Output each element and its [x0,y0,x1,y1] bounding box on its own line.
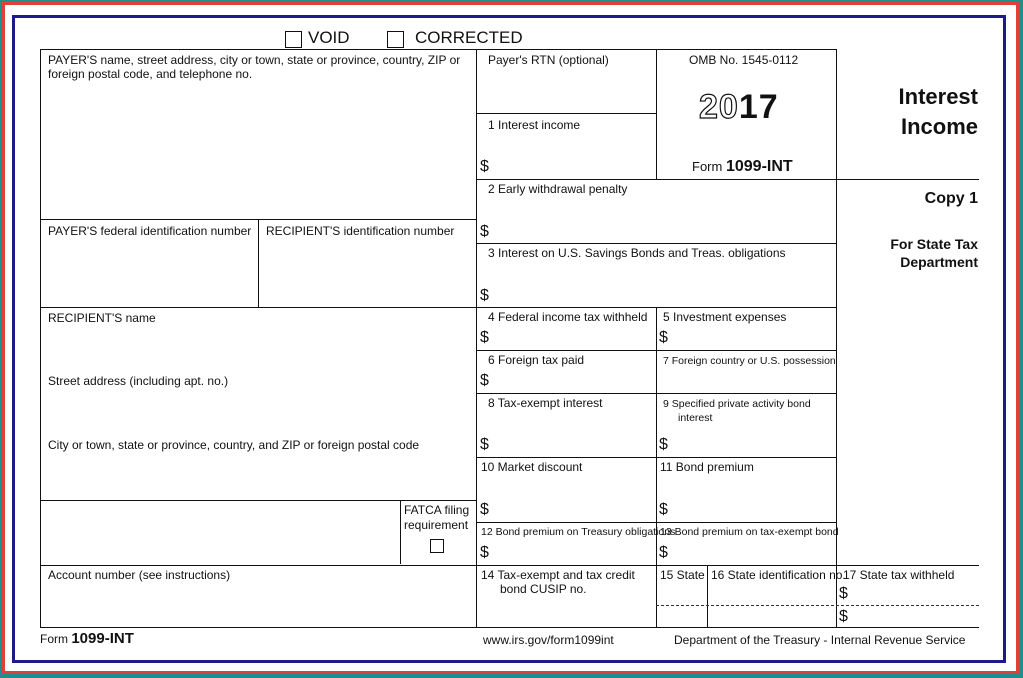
box16-label: 16 State identification no. [711,568,846,582]
rtn-bottom [476,113,656,114]
box6-bottom [476,393,836,394]
payer-id-split [258,219,259,307]
mid-line [476,49,477,627]
omb-left-line [656,49,657,179]
footer-form-name: 1099-INT [71,630,134,647]
fatca-split [400,500,401,564]
box3-label: 3 Interest on U.S. Savings Bonds and Treas. obligations [488,246,786,260]
omb-number: OMB No. 1545-0112 [689,53,799,67]
box6-label: 6 Foreign tax paid [488,353,585,367]
box1-dollar: $ [480,158,489,175]
box10-bottom [476,522,836,523]
copy-label: Copy 1 [924,190,978,207]
box4-label: 4 Federal income tax withheld [488,310,648,324]
box4-dollar: $ [480,329,489,346]
box1-label: 1 Interest income [488,118,581,132]
box5-dollar: $ [659,329,668,346]
box11-label: 11 Bond premium [660,460,754,474]
payer-name-label: PAYER'S name, street address, city or town, state or province, country, ZIP or foreign postal code, and telephone no. [48,53,461,81]
title-line-1: Interest [898,84,978,109]
box8-dollar: $ [480,436,489,453]
state-dashed-line [656,605,979,606]
form-name: 1099-INT [725,158,793,175]
top-line [40,49,837,50]
box1-bottom [476,179,979,180]
box7-label: 7 Foreign country or U.S. possession [663,355,836,367]
account-number-label: Account number (see instructions) [48,568,231,582]
year-suffix: 17 [738,88,779,126]
box3-dollar: $ [480,287,489,304]
right-col-line-a [836,49,837,307]
box12-bottom [40,565,979,566]
box2-bottom [476,243,836,244]
recipient-name-label: RECIPIENT'S name [48,311,156,325]
fatca-label-2: requirement [404,518,469,532]
purpose-line-2: Department [900,254,978,270]
left-line [40,49,41,627]
box14-label-1: 14 Tax-exempt and tax credit [481,568,635,582]
footer-url[interactable]: www.irs.gov/form1099int [483,633,614,647]
city-label: City or town, state or province, country, and ZIP or foreign postal code [48,438,420,452]
void-checkbox[interactable] [285,31,302,48]
year-prefix: 20 [699,88,739,126]
box10-label: 10 Market discount [481,460,583,474]
box17-dollar-2: $ [839,608,848,625]
recipient-id-label: RECIPIENT'S identification number [266,224,455,238]
title-line-2: Income [900,114,978,139]
payer-fed-id-label: PAYER'S federal identification number [48,224,252,238]
box17-label: 17 State tax withheld [843,568,955,582]
box4-bottom [476,350,836,351]
rtn-label: Payer's RTN (optional) [488,53,609,67]
tax-year [699,88,779,127]
box13-dollar: $ [659,544,668,561]
box5-label: 5 Investment expenses [663,310,787,324]
bottom-line [40,627,979,628]
box15-label: 15 State [660,568,705,582]
recipient-bottom [40,500,476,501]
street-address-label: Street address (including apt. no.) [48,374,229,388]
form-word: Form [692,159,723,174]
void-label: VOID [308,28,350,47]
box8-bottom [476,457,836,458]
box10-dollar: $ [480,501,489,518]
box8-label: 8 Tax-exempt interest [488,396,603,410]
footer-form [40,630,134,648]
box2-label: 2 Early withdrawal penalty [488,182,628,196]
box12-dollar: $ [480,544,489,561]
box13-label: 13 Bond premium on tax-exempt bond [660,526,839,538]
box9-label-1: 9 Specified private activity bond [663,398,811,410]
box9-dollar: $ [659,436,668,453]
form-id [692,158,793,176]
box2-dollar: $ [480,223,489,240]
box17-dollar-1: $ [839,585,848,602]
box3-bottom [40,307,836,308]
payer-bottom [40,219,476,220]
box6-dollar: $ [480,372,489,389]
fatca-label-1: FATCA filing [404,503,470,517]
corrected-label: CORRECTED [415,28,523,47]
box11-dollar: $ [659,501,668,518]
corrected-checkbox[interactable] [387,31,404,48]
state-split-1 [707,565,708,627]
purpose-line-1: For State Tax [890,236,978,252]
form-1099-int [15,18,1003,660]
box12-label: 12 Bond premium on Treasury obligations [481,526,676,538]
box9-label-2: interest [678,412,713,424]
col-split-line [656,307,657,627]
fatca-checkbox[interactable] [430,539,444,553]
footer-form-word: Form [40,632,68,646]
footer-agency: Department of the Treasury - Internal Revenue Service [674,633,966,647]
box14-label-2: bond CUSIP no. [500,582,587,596]
